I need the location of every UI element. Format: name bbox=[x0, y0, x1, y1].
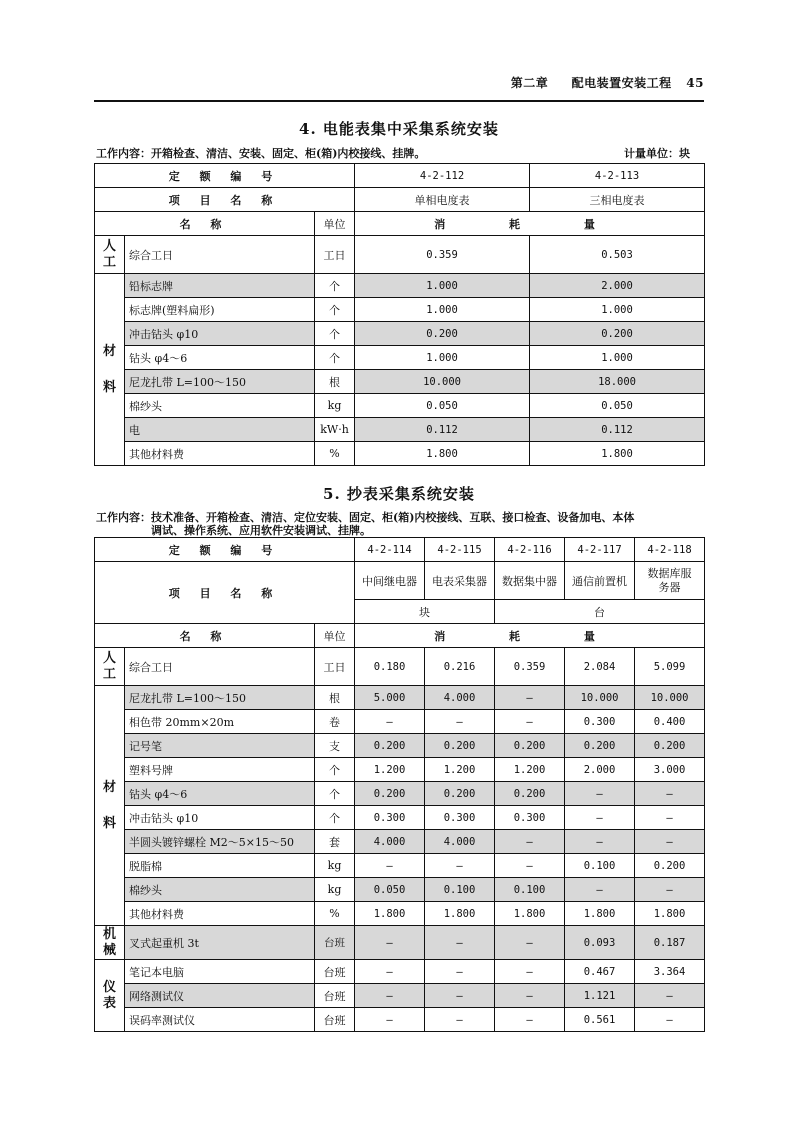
quota-code-label: 定 额 编 号 bbox=[95, 538, 355, 562]
quota-code: 4-2-117 bbox=[565, 538, 635, 562]
row-value: 0.200 bbox=[355, 734, 425, 758]
work-text: 开箱检查、清洁、安装、固定、柜(箱)内校接线、挂牌。 bbox=[151, 147, 426, 160]
labor-unit: 工日 bbox=[315, 236, 355, 274]
chapter-title: 配电装置安装工程 bbox=[571, 76, 672, 90]
table-row bbox=[95, 686, 705, 710]
row-value: 0.050 bbox=[355, 394, 530, 418]
row-value: 0.200 bbox=[355, 322, 530, 346]
row-value: 1.000 bbox=[355, 298, 530, 322]
labor-value: 0.359 bbox=[495, 648, 565, 686]
machine-value: — bbox=[355, 926, 425, 960]
row-unit: kg bbox=[315, 394, 355, 418]
instrument-category: 仪表 bbox=[95, 960, 125, 1032]
table-row bbox=[95, 782, 705, 806]
row-name: 冲击钻头 φ10 bbox=[125, 806, 315, 830]
labor-unit: 工日 bbox=[315, 648, 355, 686]
consumption-header: 消 耗 量 bbox=[355, 624, 705, 648]
row-name: 冲击钻头 φ10 bbox=[125, 322, 315, 346]
labor-name: 综合工日 bbox=[125, 236, 315, 274]
row-unit: 个 bbox=[315, 274, 355, 298]
row-value: 1.800 bbox=[355, 442, 530, 466]
measure-unit-note: 计量单位：块 bbox=[624, 147, 690, 160]
row-value: 4.000 bbox=[425, 830, 495, 854]
row-value: — bbox=[355, 710, 425, 734]
table-row bbox=[95, 442, 705, 466]
row-unit: 套 bbox=[315, 830, 355, 854]
row-value: 1.200 bbox=[495, 758, 565, 782]
row-value: 1.800 bbox=[530, 442, 705, 466]
item-name: 电表采集器 bbox=[425, 562, 495, 600]
row-value: 3.364 bbox=[635, 960, 705, 984]
work-text-line-1: 技术准备、开箱检查、清洁、定位安装、固定、柜(箱)内校接线、互联、接口检查、设备加电、本体 bbox=[151, 511, 635, 524]
machine-name: 叉式起重机 3t bbox=[125, 926, 315, 960]
row-name: 钻头 φ4～6 bbox=[125, 346, 315, 370]
machine-unit: 台班 bbox=[315, 926, 355, 960]
row-value: 0.200 bbox=[635, 734, 705, 758]
row-unit: kg bbox=[315, 854, 355, 878]
row-unit: % bbox=[315, 902, 355, 926]
row-value: 0.467 bbox=[565, 960, 635, 984]
row-name: 尼龙扎带 L=100～150 bbox=[125, 370, 315, 394]
name-column-header: 名 称 bbox=[95, 212, 315, 236]
quota-code: 4-2-115 bbox=[425, 538, 495, 562]
labor-value: 0.359 bbox=[355, 236, 530, 274]
row-name: 脱脂棉 bbox=[125, 854, 315, 878]
row-name: 其他材料费 bbox=[125, 902, 315, 926]
row-value: — bbox=[565, 806, 635, 830]
row-unit: 支 bbox=[315, 734, 355, 758]
row-unit: kg bbox=[315, 878, 355, 902]
row-value: 0.200 bbox=[495, 782, 565, 806]
row-value: — bbox=[425, 1008, 495, 1032]
unit-column-header: 单位 bbox=[315, 212, 355, 236]
labor-value: 0.216 bbox=[425, 648, 495, 686]
row-value: — bbox=[495, 960, 565, 984]
machine-value: — bbox=[495, 926, 565, 960]
row-value: 0.100 bbox=[495, 878, 565, 902]
table-row bbox=[95, 830, 705, 854]
row-value: 0.200 bbox=[530, 322, 705, 346]
quota-code: 4-2-116 bbox=[495, 538, 565, 562]
table-row bbox=[95, 418, 705, 442]
row-value: 18.000 bbox=[530, 370, 705, 394]
row-value: 1.000 bbox=[530, 346, 705, 370]
row-name: 铅标志牌 bbox=[125, 274, 315, 298]
item-name: 数据集中器 bbox=[495, 562, 565, 600]
row-value: 2.000 bbox=[565, 758, 635, 782]
row-name: 记号笔 bbox=[125, 734, 315, 758]
machine-value: 0.093 bbox=[565, 926, 635, 960]
section-4-work-content bbox=[96, 147, 706, 160]
row-value: 1.000 bbox=[355, 274, 530, 298]
row-value: 1.800 bbox=[495, 902, 565, 926]
machine-category: 机械 bbox=[95, 926, 125, 960]
labor-category: 人工 bbox=[95, 648, 125, 686]
table-row bbox=[95, 878, 705, 902]
unit-column-header: 单位 bbox=[315, 624, 355, 648]
row-value: 0.050 bbox=[355, 878, 425, 902]
item-name: 通信前置机 bbox=[565, 562, 635, 600]
row-name: 棉纱头 bbox=[125, 394, 315, 418]
item-name-label: 项 目 名 称 bbox=[95, 562, 355, 624]
row-value: 1.121 bbox=[565, 984, 635, 1008]
row-value: 0.200 bbox=[425, 782, 495, 806]
row-value: — bbox=[635, 782, 705, 806]
row-value: 0.200 bbox=[565, 734, 635, 758]
row-value: — bbox=[495, 854, 565, 878]
row-value: — bbox=[635, 1008, 705, 1032]
material-category: 材料 bbox=[95, 274, 125, 466]
row-name: 标志牌(塑料扁形) bbox=[125, 298, 315, 322]
row-value: — bbox=[495, 1008, 565, 1032]
row-name: 网络测试仪 bbox=[125, 984, 315, 1008]
row-value: 4.000 bbox=[355, 830, 425, 854]
row-value: 5.000 bbox=[355, 686, 425, 710]
row-value: 3.000 bbox=[635, 758, 705, 782]
work-text-line-2: 调试、操作系统、应用软件安装调试、挂牌。 bbox=[151, 524, 371, 537]
row-unit: 台班 bbox=[315, 1008, 355, 1032]
row-value: 10.000 bbox=[565, 686, 635, 710]
table-row bbox=[95, 902, 705, 926]
labor-value: 0.180 bbox=[355, 648, 425, 686]
row-value: 0.300 bbox=[355, 806, 425, 830]
row-value: 2.000 bbox=[530, 274, 705, 298]
row-unit: 台班 bbox=[315, 960, 355, 984]
quota-code: 4-2-113 bbox=[530, 164, 705, 188]
item-name: 中间继电器 bbox=[355, 562, 425, 600]
row-value: 1.800 bbox=[635, 902, 705, 926]
row-value: — bbox=[355, 854, 425, 878]
unit-group: 台 bbox=[495, 600, 705, 624]
row-value: — bbox=[425, 854, 495, 878]
row-value: 1.800 bbox=[355, 902, 425, 926]
table-row bbox=[95, 322, 705, 346]
table-row bbox=[95, 394, 705, 418]
work-label: 工作内容： bbox=[96, 147, 151, 160]
labor-value: 0.503 bbox=[530, 236, 705, 274]
quota-code: 4-2-112 bbox=[355, 164, 530, 188]
row-value: — bbox=[635, 830, 705, 854]
row-value: — bbox=[355, 1008, 425, 1032]
row-unit: 个 bbox=[315, 298, 355, 322]
row-value: 0.200 bbox=[495, 734, 565, 758]
table-row bbox=[95, 806, 705, 830]
row-value: 0.100 bbox=[425, 878, 495, 902]
row-name: 笔记本电脑 bbox=[125, 960, 315, 984]
quota-code-label: 定 额 编 号 bbox=[95, 164, 355, 188]
item-name: 三相电度表 bbox=[530, 188, 705, 212]
row-value: — bbox=[355, 960, 425, 984]
row-value: 0.561 bbox=[565, 1008, 635, 1032]
row-name: 电 bbox=[125, 418, 315, 442]
section-5-title: 5. 抄表采集系统安装 bbox=[323, 485, 475, 503]
row-value: — bbox=[635, 878, 705, 902]
row-name: 尼龙扎带 L=100～150 bbox=[125, 686, 315, 710]
row-unit: kW·h bbox=[315, 418, 355, 442]
row-value: — bbox=[425, 960, 495, 984]
row-value: 0.300 bbox=[565, 710, 635, 734]
chapter-number: 第二章 bbox=[510, 76, 549, 90]
row-name: 钻头 φ4～6 bbox=[125, 782, 315, 806]
material-category: 材料 bbox=[95, 686, 125, 926]
labor-category: 人工 bbox=[95, 236, 125, 274]
row-value: 0.112 bbox=[355, 418, 530, 442]
row-name: 塑料号牌 bbox=[125, 758, 315, 782]
row-value: 0.100 bbox=[565, 854, 635, 878]
row-value: — bbox=[635, 806, 705, 830]
row-name: 其他材料费 bbox=[125, 442, 315, 466]
row-value: 1.000 bbox=[355, 346, 530, 370]
row-unit: 个 bbox=[315, 806, 355, 830]
row-name: 棉纱头 bbox=[125, 878, 315, 902]
row-name: 误码率测试仪 bbox=[125, 1008, 315, 1032]
row-unit: % bbox=[315, 442, 355, 466]
table-row bbox=[95, 984, 705, 1008]
unit-group: 块 bbox=[355, 600, 495, 624]
section-5-table bbox=[94, 537, 705, 1032]
name-column-header: 名 称 bbox=[95, 624, 315, 648]
row-name: 相色带 20mm×20m bbox=[125, 710, 315, 734]
row-unit: 根 bbox=[315, 370, 355, 394]
work-label: 工作内容： bbox=[96, 511, 151, 524]
row-value: — bbox=[635, 984, 705, 1008]
page-header bbox=[94, 74, 704, 91]
machine-value: 0.187 bbox=[635, 926, 705, 960]
row-value: 0.112 bbox=[530, 418, 705, 442]
row-value: 1.200 bbox=[355, 758, 425, 782]
consumption-header: 消 耗 量 bbox=[355, 212, 705, 236]
row-value: — bbox=[495, 830, 565, 854]
row-unit: 台班 bbox=[315, 984, 355, 1008]
row-value: 0.400 bbox=[635, 710, 705, 734]
section-4-materials bbox=[95, 274, 705, 466]
section-5-work-content bbox=[96, 511, 706, 537]
row-unit: 卷 bbox=[315, 710, 355, 734]
row-value: 1.200 bbox=[425, 758, 495, 782]
row-value: — bbox=[565, 830, 635, 854]
row-unit: 个 bbox=[315, 346, 355, 370]
row-value: — bbox=[495, 710, 565, 734]
page-number: 45 bbox=[686, 76, 704, 90]
row-value: 1.000 bbox=[530, 298, 705, 322]
row-value: 0.300 bbox=[425, 806, 495, 830]
table-row bbox=[95, 274, 705, 298]
table-row bbox=[95, 758, 705, 782]
item-name: 数据库服务器 bbox=[635, 562, 705, 600]
row-unit: 个 bbox=[315, 782, 355, 806]
row-value: — bbox=[425, 984, 495, 1008]
row-value: 0.300 bbox=[495, 806, 565, 830]
row-value: 1.800 bbox=[425, 902, 495, 926]
row-value: 0.200 bbox=[635, 854, 705, 878]
row-unit: 个 bbox=[315, 322, 355, 346]
row-value: 0.200 bbox=[425, 734, 495, 758]
row-value: — bbox=[355, 984, 425, 1008]
section-5-materials bbox=[95, 686, 705, 926]
quota-code: 4-2-114 bbox=[355, 538, 425, 562]
table-row bbox=[95, 1008, 705, 1032]
row-value: 0.200 bbox=[355, 782, 425, 806]
row-value: — bbox=[565, 878, 635, 902]
machine-value: — bbox=[425, 926, 495, 960]
header-rule bbox=[94, 100, 704, 102]
item-name-label: 项 目 名 称 bbox=[95, 188, 355, 212]
table-row bbox=[95, 854, 705, 878]
row-value: — bbox=[495, 984, 565, 1008]
table-row bbox=[95, 960, 705, 984]
row-value: 1.800 bbox=[565, 902, 635, 926]
labor-value: 2.084 bbox=[565, 648, 635, 686]
row-unit: 根 bbox=[315, 686, 355, 710]
row-unit: 个 bbox=[315, 758, 355, 782]
row-name: 半圆头镀锌螺栓 M2～5×15～50 bbox=[125, 830, 315, 854]
row-value: — bbox=[495, 686, 565, 710]
labor-name: 综合工日 bbox=[125, 648, 315, 686]
section-4-title: 4. 电能表集中采集系统安装 bbox=[299, 120, 499, 138]
row-value: — bbox=[565, 782, 635, 806]
row-value: 4.000 bbox=[425, 686, 495, 710]
section-5-instruments bbox=[95, 960, 705, 1032]
table-row bbox=[95, 370, 705, 394]
table-row bbox=[95, 346, 705, 370]
quota-code: 4-2-118 bbox=[635, 538, 705, 562]
table-row bbox=[95, 710, 705, 734]
row-value: 10.000 bbox=[355, 370, 530, 394]
table-row bbox=[95, 734, 705, 758]
item-name: 单相电度表 bbox=[355, 188, 530, 212]
labor-value: 5.099 bbox=[635, 648, 705, 686]
row-value: 0.050 bbox=[530, 394, 705, 418]
table-row bbox=[95, 298, 705, 322]
row-value: 10.000 bbox=[635, 686, 705, 710]
row-value: — bbox=[425, 710, 495, 734]
section-4-table bbox=[94, 163, 705, 466]
